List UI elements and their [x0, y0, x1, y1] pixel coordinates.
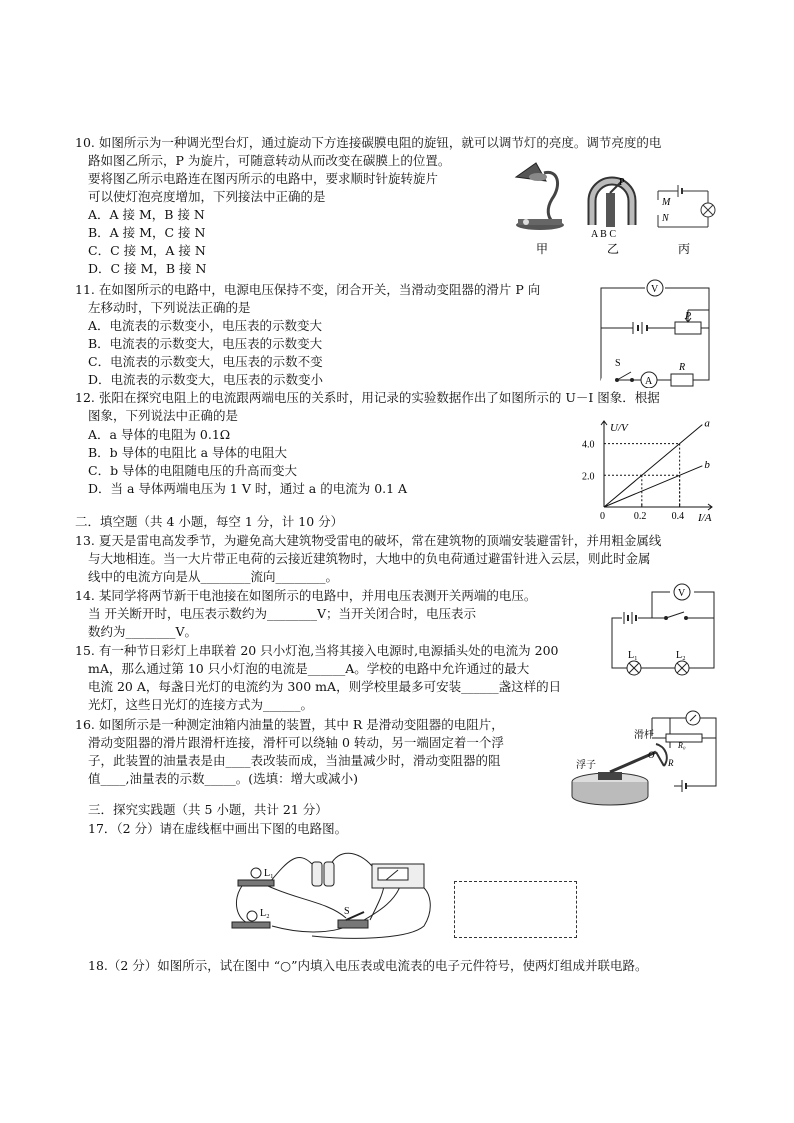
battery-icon — [312, 862, 334, 886]
q11-stem-line2: 左移动时，下列说法正确的是 — [88, 300, 251, 315]
fig-label-jia: 甲 — [536, 242, 549, 256]
q10-stem-line1: 10. 如图所示为一种调光型台灯，通过旋动下方连接碳膜电阻的旋钮，就可以调节灯的亮度。调节亮度的电 — [75, 135, 662, 150]
fig-label-p: P — [685, 311, 692, 322]
series-label-b: b — [704, 458, 710, 471]
q16-oil-gauge-figure — [570, 708, 722, 810]
fig-label-n: N — [662, 213, 669, 224]
q16-line4: 值____,油量表的示数_____。(选填：增大或减小) — [88, 771, 358, 786]
y-axis-label: U/V — [610, 422, 628, 434]
fig-label-a: A — [645, 376, 653, 387]
fig-label-r: R — [679, 362, 686, 373]
fig-label-l1: L₁ — [628, 650, 638, 661]
q14-line3: 数约为________V。 — [88, 624, 198, 639]
potentiometer-icon — [592, 181, 632, 227]
fig-label-p: P — [619, 177, 625, 188]
fig-label-r: R — [668, 758, 674, 768]
q12-option-b[interactable]: B．b 导体的电阻比 a 导体的电阻大 — [88, 445, 288, 460]
resistor-icon — [671, 374, 693, 386]
q11-option-c[interactable]: C．电流表的示数变大，电压表的示数不变 — [88, 354, 323, 369]
q11-option-a[interactable]: A．电流表的示数变小，电压表的示数变大 — [88, 318, 323, 333]
q14-line2: 当 开关断开时，电压表示数约为________V；当开关闭合时，电压表示 — [88, 606, 477, 621]
fig-label-s: S — [344, 906, 350, 917]
q10-option-a[interactable]: A．A 接 M，B 接 N — [88, 207, 205, 222]
fig-label-l2: L₂ — [260, 908, 270, 919]
answer-drawing-box[interactable] — [454, 881, 577, 938]
fig-label-float: 浮子 — [576, 760, 596, 771]
desk-lamp-icon — [516, 163, 564, 230]
q13-line3: 线中的电流方向是从________流向________。 — [88, 569, 339, 584]
q10-stem-line4: 可以使灯泡亮度增加，下列接法中正确的是 — [88, 189, 326, 204]
q10-stem-line2: 路如图乙所示，P 为旋片，可随意转动从而改变在碳膜上的位置。 — [88, 153, 451, 168]
q16-line3: 子，此装置的油量表是由____表改装而成，当油量减少时，滑动变阻器的阻 — [88, 753, 501, 768]
fig-label-abc: A B C — [591, 229, 617, 240]
q10-figure — [500, 155, 730, 260]
y-tick-label: 2.0 — [582, 471, 595, 483]
fig-label-bing: 丙 — [678, 242, 691, 256]
q17-physical-circuit-figure — [228, 840, 440, 940]
fig-label-r0: R₀ — [678, 741, 686, 750]
switch-icon — [338, 912, 368, 928]
q12-stem-line2: 图象，下列说法中正确的是 — [88, 408, 239, 423]
x-tick-label: 0.2 — [633, 511, 647, 522]
q14-circuit-figure — [608, 582, 720, 682]
fig-label-l1: L₁ — [264, 868, 274, 879]
q13-line2: 与大地相连。当一大片带正电荷的云接近建筑物时，大地中的负电荷通过避雷针进入云层，则此时金属 — [88, 551, 651, 566]
q18-line1: 18.（2 分）如图所示，试在图中 “○”内填入电压表或电流表的电子元件符号，使两灯组成并联电路。 — [88, 958, 648, 973]
q12-option-d[interactable]: D．当 a 导体两端电压为 1 V 时，通过 a 的电流为 0.1 A — [88, 481, 408, 496]
q15-line4: 光灯，这些日光灯的连接方式为______。 — [88, 697, 314, 712]
q12-option-a[interactable]: A．a 导体的电阻为 0.1Ω — [88, 427, 231, 442]
q15-line2: mA，那么通过第 10 只小灯泡的电流是______A。学校的电路中允许通过的最大 — [88, 661, 530, 676]
fig-label-s: S — [615, 358, 621, 369]
q12-stem-line1: 12. 张阳在探究电阻上的电流跟两端电压的关系时，用记录的实验数据作出了如图所示的 U－I 图象．根据 — [75, 390, 660, 405]
q10-option-c[interactable]: C．C 接 M，A 接 N — [88, 243, 206, 258]
q10-option-b[interactable]: B．A 接 M，C 接 N — [88, 225, 206, 240]
q13-line1: 13. 夏天是雷电高发季节，为避免高大建筑物受雷电的破坏，常在建筑物的顶端安装避雷针，并用粗金属线 — [75, 533, 662, 548]
q15-line3: 电流 20 A，每盏日光灯的电流约为 300 mA，则学校里最多可安装______盏这样的日 — [88, 679, 562, 694]
q10-option-d[interactable]: D．C 接 M，B 接 N — [88, 261, 207, 276]
x-tick-label: 0.4 — [671, 511, 685, 522]
fig-label-l2: L₂ — [676, 650, 686, 661]
y-tick-label: 4.0 — [582, 439, 595, 451]
q11-option-d[interactable]: D．电流表的示数变大，电压表的示数变小 — [88, 372, 324, 387]
x-axis-label: I/A — [698, 512, 712, 524]
section2-title: 二．填空题（共 4 小题，每空 1 分，计 10 分） — [75, 514, 344, 529]
series-line-ext-b — [680, 466, 703, 476]
q11-option-b[interactable]: B．电流表的示数变大，电压表的示数变大 — [88, 336, 323, 351]
section3-title: 三．探究实践题（共 5 小题，共计 21 分） — [88, 802, 328, 817]
q11-stem-line1: 11. 在如图所示的电路中，电源电压保持不变，闭合开关，当滑动变阻器的滑片 P 向 — [75, 282, 541, 297]
series-label-a: a — [704, 417, 710, 430]
fig-label-o: O — [648, 750, 655, 760]
x-tick-label-0: 0 — [600, 511, 605, 522]
q14-line1: 14. 某同学将两节新干电池接在如图所示的电路中，并用电压表测开关两端的电压。 — [75, 588, 537, 603]
q16-line1: 16. 如图所示是一种测定油箱内油量的装置，其中 R 是滑动变阻器的电阻片， — [75, 717, 504, 732]
q17-line1: 17．（2 分）请在虚线框中画出下图的电路图。 — [88, 821, 348, 836]
ammeter-icon — [372, 864, 424, 888]
q11-circuit-figure — [595, 278, 720, 388]
chart-axes — [601, 421, 712, 510]
series-line-ext-a — [680, 425, 703, 444]
fig-label-m: M — [662, 197, 671, 208]
q15-line1: 15. 有一种节日彩灯上串联着 20 只小灯泡,当将其接入电源时,电源插头处的电流为 200 — [75, 643, 559, 658]
q10-stem-line3: 要将图乙所示电路连在图丙所示的电路中，要求顺时针旋转旋片 — [88, 171, 439, 186]
q16-line2: 滑动变阻器的滑片跟滑杆连接，滑杆可以绕轴 0 转动，另一端固定着一个浮 — [88, 735, 504, 750]
fig-label-rod: 滑杆 — [634, 730, 654, 741]
rheostat-icon — [675, 322, 701, 334]
q12-option-c[interactable]: C．b 导体的电阻随电压的升高而变大 — [88, 463, 298, 478]
fig-label-v: V — [678, 588, 686, 599]
u-i-chart — [580, 415, 720, 525]
fig-label-v: V — [651, 284, 659, 295]
fig-label-yi: 乙 — [607, 242, 620, 256]
